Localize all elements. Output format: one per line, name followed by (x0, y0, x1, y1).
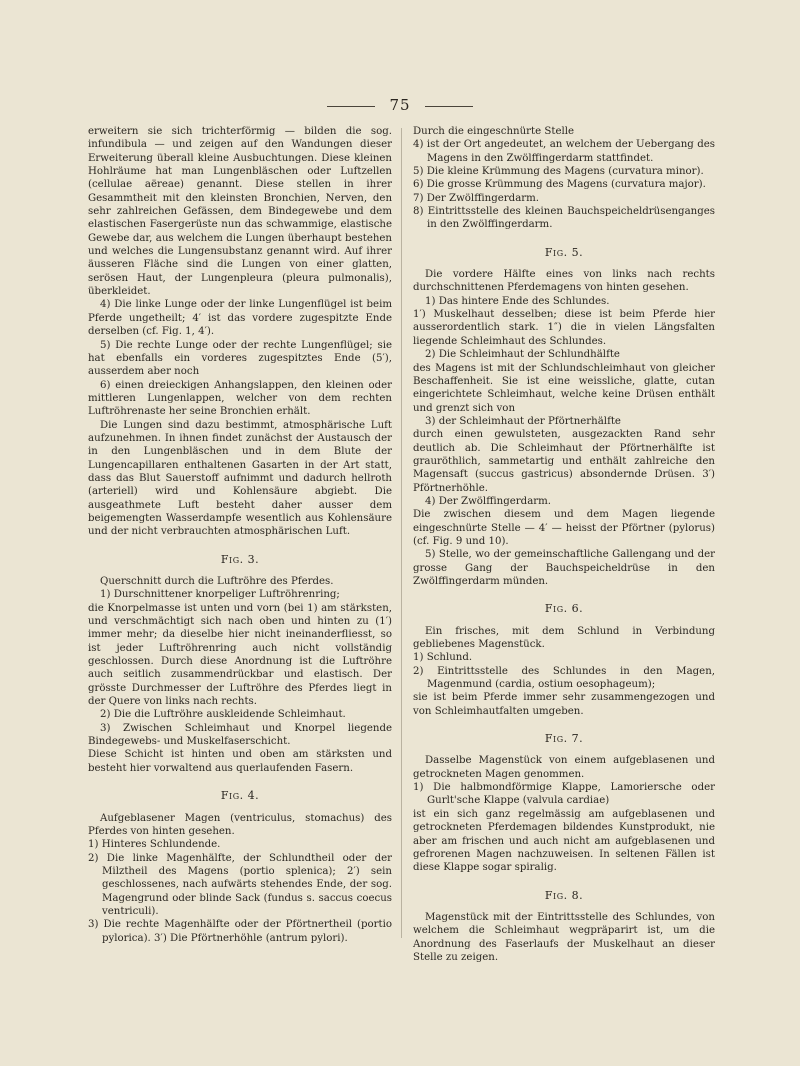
paragraph: Die zwischen diesem und dem Magen liegende eingeschnürte Stelle — 4′ — heisst der Pförtner (pylorus) (cf. Fig. 9 und 10). (413, 509, 715, 547)
paragraph: 2) Die linke Magenhälfte, der Schlundtheil oder der Milztheil des Magens (portio splenica); 2′) sein geschlossenes, nach aufwärts stehendes Ende, der sog. Magengrund oder blinde Sack (fundus s. saccus coecus ventriculi). (88, 852, 392, 917)
paragraph: 6) Die grosse Krümmung des Magens (curvatura major). (413, 179, 706, 191)
paragraph: 1) Das hintere Ende des Schlundes. (425, 295, 610, 307)
paragraph: 4) Die linke Lunge oder der linke Lungenflügel ist beim Pferde ungetheilt; 4′ ist das vordere zugespitzte Ende derselben (cf. Fig. 1, 4′). (88, 299, 392, 338)
page-header (0, 96, 800, 114)
paragraph: ist ein sich ganz regelmässig am aufgeblasenen und getrockneten Pferdemagen bildendes Kunstprodukt, nie aber am frischen und auch nicht am aufgeblasenen und gefrorenen Magen nachzuweisen. In seltenen Fällen ist diese Klappe sogar spiralig. (413, 808, 715, 874)
paragraph: 3) Zwischen Schleimhaut und Knorpel liegende Bindegewebs- und Muskelfaserschicht. (88, 722, 392, 748)
figure-heading: Fig. 5. (544, 245, 584, 259)
paragraph: die Knorpelmasse ist unten und vorn (bei 1) am stärksten, und verschmächtigt sich nach oben und hinten zu (1′) immer mehr; da dieselbe hier nicht ineinanderfliesst, so ist jeder Luftröhrenring auch nicht vollständig geschlossen. Durch diese Anordnung ist die Luftröhre auch seitlich zusammendrückbar und elastisch. Der grösste Durchmesser der Luftröhre des Pferdes liegt in der Quere von links nach rechts. (88, 602, 392, 708)
page-number: 75 (389, 96, 411, 114)
paragraph: Die vordere Hälfte eines von links nach rechts durchschnittenen Pferdemagens von hinten gesehen. (413, 269, 715, 294)
header-rule-left (327, 106, 375, 107)
paragraph: 1) Hinteres Schlundende. (88, 839, 221, 851)
paragraph: 4) Der Zwölffingerdarm. (425, 495, 552, 507)
paragraph: 3) Die rechte Magenhälfte oder der Pförtnertheil (portio pylorica). 3′) Die Pförtnerhöhle (antrum pylori). (88, 919, 392, 944)
figure-heading: Fig. 6. (544, 602, 584, 616)
left-column (88, 125, 392, 945)
paragraph: Magenstück mit der Eintrittsstelle des Schlundes, von welchem die Schleimhaut wegpräparirt ist, um die Anordnung des Faserlaufs der Muskelhaut an dieser Stelle zu zeigen. (413, 911, 715, 963)
paragraph: Dasselbe Magenstück von einem aufgeblasenen und getrockneten Magen genommen. (413, 755, 715, 780)
paragraph: 5) Die kleine Krümmung des Magens (curvatura minor). (413, 166, 704, 178)
paragraph: 4) ist der Ort angedeutet, an welchem der Uebergang des Magens in den Zwölffingerdarm stattfindet. (413, 139, 715, 164)
right-column (413, 125, 715, 964)
paragraph: 7) Der Zwölffingerdarm. (413, 192, 540, 204)
paragraph: Querschnitt durch die Luftröhre des Pferdes. (100, 576, 334, 587)
column-divider (401, 128, 402, 938)
paragraph: 2) Die Schleimhaut der Schlundhälfte (425, 349, 620, 361)
paragraph: Durch die eingeschnürte Stelle (413, 126, 575, 137)
paragraph: 1′) Muskelhaut desselben; diese ist beim Pferde hier ausserordentlich stark. 1″) die in vielen Längsfalten liegende Schleimhaut des Schlundes. (413, 309, 715, 347)
paragraph: Aufgeblasener Magen (ventriculus, stomachus) des Pferdes von hinten gesehen. (88, 812, 392, 837)
paragraph: 2) Die die Luftröhre auskleidende Schleimhaut. (100, 709, 346, 721)
header-rule-right (425, 106, 473, 107)
paragraph: des Magens ist mit der Schlundschleimhaut von gleicher Beschaffenheit. Sie ist eine weissliche, glatte, cutan eingerichtete Schleimhaut, welche keine Drüsen enthält und grenzt sich von (413, 362, 715, 414)
paragraph: 5) Die rechte Lunge oder der rechte Lungenflügel; sie hat ebenfalls ein vorderes zugespitztes Ende (5′), ausserdem aber noch (88, 339, 392, 378)
paragraph: 1) Schlund. (413, 652, 473, 664)
figure-heading: Fig. 8. (544, 888, 584, 902)
figure-heading: Fig. 7. (544, 732, 584, 746)
paragraph: erweitern sie sich trichterförmig — bilden die sog. infundibula — und zeigen auf den Wandungen dieser Erweiterung überall kleine Ausbuchtungen. Diese kleinen Hohlräume hat man Lungenbläschen oder Luftzellen (cellulae aëreae) genannt. Diese stellen in ihrer Gesammtheit mit den kleinsten Bronchien, Nerven, den sehr zahlreichen Gefässen, dem Bindegewebe und dem elastischen Fasergerüste nun das schwammige, elastische Gewebe dar, aus welchem die Lungen überhaupt bestehen und welches die Lungensubstanz genannt wird. Auf ihrer äusseren Fläche sind die Lungen von einer glatten, serösen Haut, der Lungenpleura (pleura pulmonalis), überkleidet. (88, 126, 392, 298)
paragraph: 1) Die halbmondförmige Klappe, Lamoriersche oder Gurlt'sche Klappe (valvula cardiae) (413, 782, 715, 807)
paragraph: sie ist beim Pferde immer sehr zusammengezogen und von Schleimhautfalten umgeben. (413, 692, 715, 717)
figure-heading: Fig. 4. (220, 789, 260, 803)
paragraph: 2) Eintrittsstelle des Schlundes in den Magen, Magenmund (cardia, ostium oesophageum); (413, 665, 715, 691)
paragraph: 8) Eintrittsstelle des kleinen Bauchspeicheldrüsenganges in den Zwölffingerdarm. (413, 206, 715, 231)
paragraph: 1) Durschnittener knorpeliger Luftröhrenring; (100, 589, 340, 601)
figure-heading: Fig. 3. (220, 552, 260, 566)
paragraph: 5) Stelle, wo der gemeinschaftliche Gallengang und der grosse Gang der Bauchspeicheldrüse in den Zwölffingerdarm münden. (413, 549, 715, 587)
paragraph: 6) einen dreieckigen Anhangslappen, den kleinen oder mittleren Lungenlappen, welcher von dem rechten Luftröhrenaste her seine Bronchien erhält. (88, 379, 392, 418)
paragraph: Die Lungen sind dazu bestimmt, atmosphärische Luft aufzunehmen. In ihnen findet zunächst der Austausch der in den Lungenbläschen und in dem Blute der Lungencapillaren enthaltenen Gasarten in der Art statt, dass das Blut Sauerstoff aufnimmt und dadurch hellroth (arteriell) wird und Kohlensäure abgiebt. Die ausgeathmete Luft besteht daher ausser dem beigemengten Wasserdampfe wesentlich aus Kohlensäure und der nicht verbrauchten atmosphärischen Luft. (88, 419, 392, 538)
paragraph: Ein frisches, mit dem Schlund in Verbindung gebliebenes Magenstück. (413, 625, 715, 651)
paragraph: durch einen gewulsteten, ausgezackten Rand sehr deutlich ab. Die Schleimhaut der Pförtnerhälfte ist grauröthlich, sammetartig und enthält zahlreiche den Magensaft (succus gastricus) absondernde Drüsen. 3′) Pförtnerhöhle. (413, 429, 715, 494)
paragraph: 3) der Schleimhaut der Pförtnerhälfte (425, 415, 621, 427)
paragraph: Diese Schicht ist hinten und oben am stärksten und besteht hier vorwaltend aus querlaufenden Fasern. (88, 749, 392, 774)
